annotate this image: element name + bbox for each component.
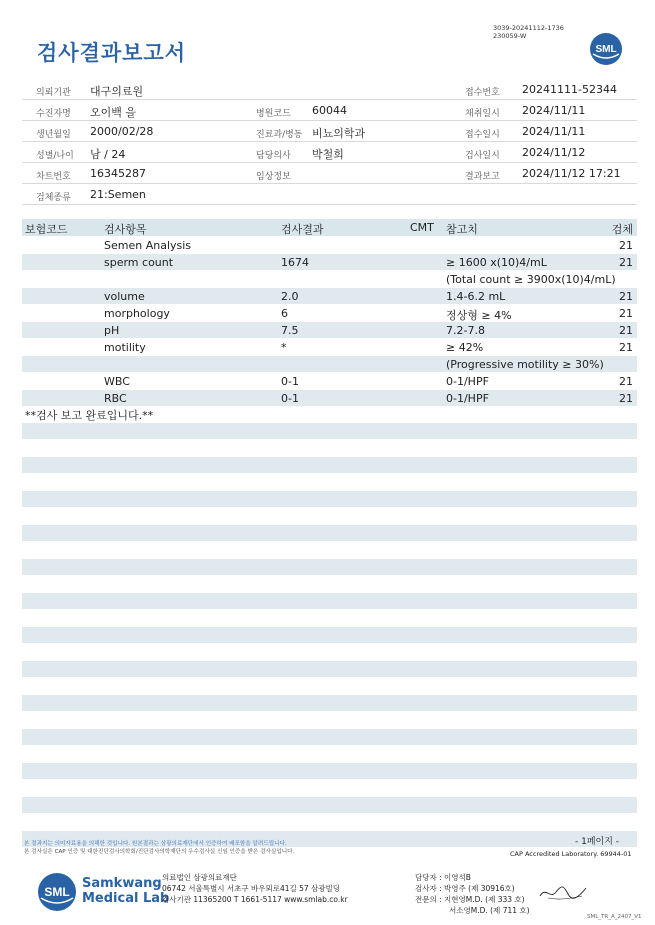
collect-date-value: 2024/11/11: [522, 104, 586, 117]
result-item: Semen Analysis: [104, 239, 192, 252]
staff-manager: 담당자 : 이영석B: [415, 873, 471, 882]
dob-label: 생년월일: [36, 130, 71, 140]
table-stripe: [22, 729, 637, 745]
table-stripe: [22, 525, 637, 541]
staff-tester: 검사자 : 박영주 (제 30916호): [415, 884, 515, 893]
brand-line-2: Medical Lab: [82, 891, 170, 906]
svg-text:SML: SML: [44, 885, 70, 899]
info-row-2: [22, 100, 637, 121]
result-specimen: 21: [619, 392, 633, 405]
dept-label: 진료과/병동: [256, 130, 303, 140]
info-row-4: [22, 142, 637, 163]
col-cmt: CMT: [410, 221, 434, 234]
table-stripe: [22, 423, 637, 439]
footer-staff: [415, 872, 530, 916]
table-row: [22, 391, 637, 408]
result-reference: 0-1/HPF: [446, 375, 489, 388]
report-date-value: 2024/11/12 17:21: [522, 167, 621, 180]
table-row: [22, 306, 637, 323]
result-value: *: [281, 341, 287, 354]
result-specimen: 21: [619, 290, 633, 303]
specimen-value: 21:Semen: [90, 188, 146, 201]
doctor-value: 박철희: [312, 148, 344, 161]
table-row: [22, 272, 637, 289]
result-reference: 0-1/HPF: [446, 392, 489, 405]
page-title: 검사결과보고서: [37, 41, 187, 65]
document-code-line-1: 3039-20241112-1736: [493, 24, 564, 32]
patient-value: 오이백 을: [90, 106, 137, 119]
table-stripe: [22, 661, 637, 677]
col-item: 검사항목: [104, 223, 147, 236]
patient-label: 수진자명: [36, 109, 71, 119]
result-item: pH: [104, 324, 120, 337]
result-reference: 7.2-7.8: [446, 324, 485, 337]
result-specimen: 21: [619, 375, 633, 388]
col-reference: 참고치: [446, 223, 478, 236]
table-stripe: [22, 457, 637, 473]
info-row-1: [22, 79, 637, 100]
info-row-5: [22, 163, 637, 184]
report-date-label: 결과보고: [465, 172, 500, 182]
footer-brand: [82, 876, 169, 906]
fine-print-line-1: 본 결과지는 의미자료용을 의해한 것입니다. 원본결과는 삼광의료재단에서 인증하여 배포함을 알려드립니다.: [24, 841, 287, 847]
table-stripe: [22, 627, 637, 643]
hospital-code-value: 60044: [312, 104, 347, 117]
receipt-no-value: 20241111-52344: [522, 83, 617, 96]
client-label: 의뢰기관: [36, 88, 71, 98]
chart-no-value: 16345287: [90, 167, 146, 180]
clinical-info-label: 임상정보: [256, 172, 291, 182]
sml-logo-icon: [589, 32, 623, 66]
result-item: sperm count: [104, 256, 174, 269]
form-version: SML_TR_A_2407_V1: [587, 914, 642, 920]
result-item: motility: [104, 341, 146, 354]
receive-date-label: 접수일시: [465, 130, 500, 140]
receive-date-value: 2024/11/11: [522, 125, 586, 138]
result-item: volume: [104, 290, 145, 303]
table-row: [22, 289, 637, 306]
sml-footer-logo-icon: [37, 872, 77, 912]
brand-line-1: Samkwang: [82, 876, 162, 891]
org-contact: 검사기관 11365200 T 1661-5117 www.smlab.co.kr: [162, 895, 348, 904]
specimen-label: 검체종류: [36, 193, 71, 203]
results-table-header: [22, 219, 637, 236]
page-number: - 1페이지 -: [575, 837, 620, 847]
staff-specialist-2: 서소영M.D. (제 711 호): [449, 906, 530, 915]
result-reference: 정상형 ≥ 4%: [446, 309, 512, 322]
col-result: 검사결과: [281, 223, 324, 236]
table-row: [22, 238, 637, 255]
result-specimen: 21: [619, 324, 633, 337]
test-date-value: 2024/11/12: [522, 146, 586, 159]
result-value: 2.0: [281, 290, 299, 303]
collect-date-label: 채취일시: [465, 109, 500, 119]
table-stripe: [22, 797, 637, 813]
fine-print-line-2: 본 검사실은 CAP 인증 및 대한진단검사의학회/진단검사의학재단의 우수검사실 신임 인증을 받은 검사실입니다.: [24, 848, 295, 855]
table-row: [22, 340, 637, 357]
result-item: WBC: [104, 375, 130, 388]
result-value: 1674: [281, 256, 309, 269]
footer-organization: [162, 872, 348, 905]
result-reference: ≥ 1600 x(10)4/mL: [446, 256, 547, 269]
result-item: morphology: [104, 307, 170, 320]
result-specimen: 21: [619, 307, 633, 320]
client-value: 대구의료원: [90, 85, 144, 98]
result-item: RBC: [104, 392, 127, 405]
result-reference: (Total count ≥ 3900x(10)4/mL): [446, 273, 616, 286]
table-stripe: [22, 491, 637, 507]
col-specimen: 검체: [611, 223, 633, 236]
staff-specialist-1: 전문의 : 지현영M.D. (제 333 호): [415, 895, 525, 904]
result-specimen: 21: [619, 256, 633, 269]
document-code: [493, 24, 564, 40]
hospital-code-label: 병원코드: [256, 109, 291, 119]
document-code-line-2: 230059-W: [493, 32, 527, 40]
result-specimen: 21: [619, 341, 633, 354]
col-code: 보험코드: [25, 223, 68, 236]
table-row: [22, 374, 637, 391]
table-stripe: [22, 593, 637, 609]
dept-value: 비뇨의학과: [312, 127, 366, 140]
receipt-no-label: 접수번호: [465, 88, 500, 98]
result-value: 6: [281, 307, 288, 320]
org-address: 06742 서울특별시 서초구 바우뫼로41길 57 삼광빌딩: [162, 884, 341, 893]
doctor-label: 담당의사: [256, 151, 291, 161]
table-stripe: [22, 559, 637, 575]
result-reference: ≥ 42%: [446, 341, 484, 354]
report-complete-note: **검사 보고 완료입니다.**: [25, 409, 154, 422]
result-value: 7.5: [281, 324, 299, 337]
cap-accreditation: CAP Accredited Laboratory. 69944-01: [510, 850, 632, 858]
result-value: 0-1: [281, 392, 299, 405]
info-row-3: [22, 121, 637, 142]
fine-print: [24, 841, 294, 856]
table-row: [22, 255, 637, 272]
chart-no-label: 차트번호: [36, 172, 71, 182]
info-row-6: [22, 184, 637, 205]
signature-icon: [538, 882, 588, 904]
sex-age-label: 성별/나이: [36, 151, 74, 161]
table-row: [22, 323, 637, 340]
table-row: [22, 357, 637, 374]
dob-value: 2000/02/28: [90, 125, 154, 138]
test-date-label: 검사일시: [465, 151, 500, 161]
result-reference: 1.4-6.2 mL: [446, 290, 506, 303]
result-reference: (Progressive motility ≥ 30%): [446, 358, 604, 371]
result-specimen: 21: [619, 239, 633, 252]
sex-age-value: 남 / 24: [90, 148, 126, 161]
table-stripe: [22, 695, 637, 711]
table-stripe: [22, 763, 637, 779]
svg-text:SML: SML: [595, 44, 617, 55]
org-name: 의료법인 삼광의료재단: [162, 873, 237, 882]
result-value: 0-1: [281, 375, 299, 388]
